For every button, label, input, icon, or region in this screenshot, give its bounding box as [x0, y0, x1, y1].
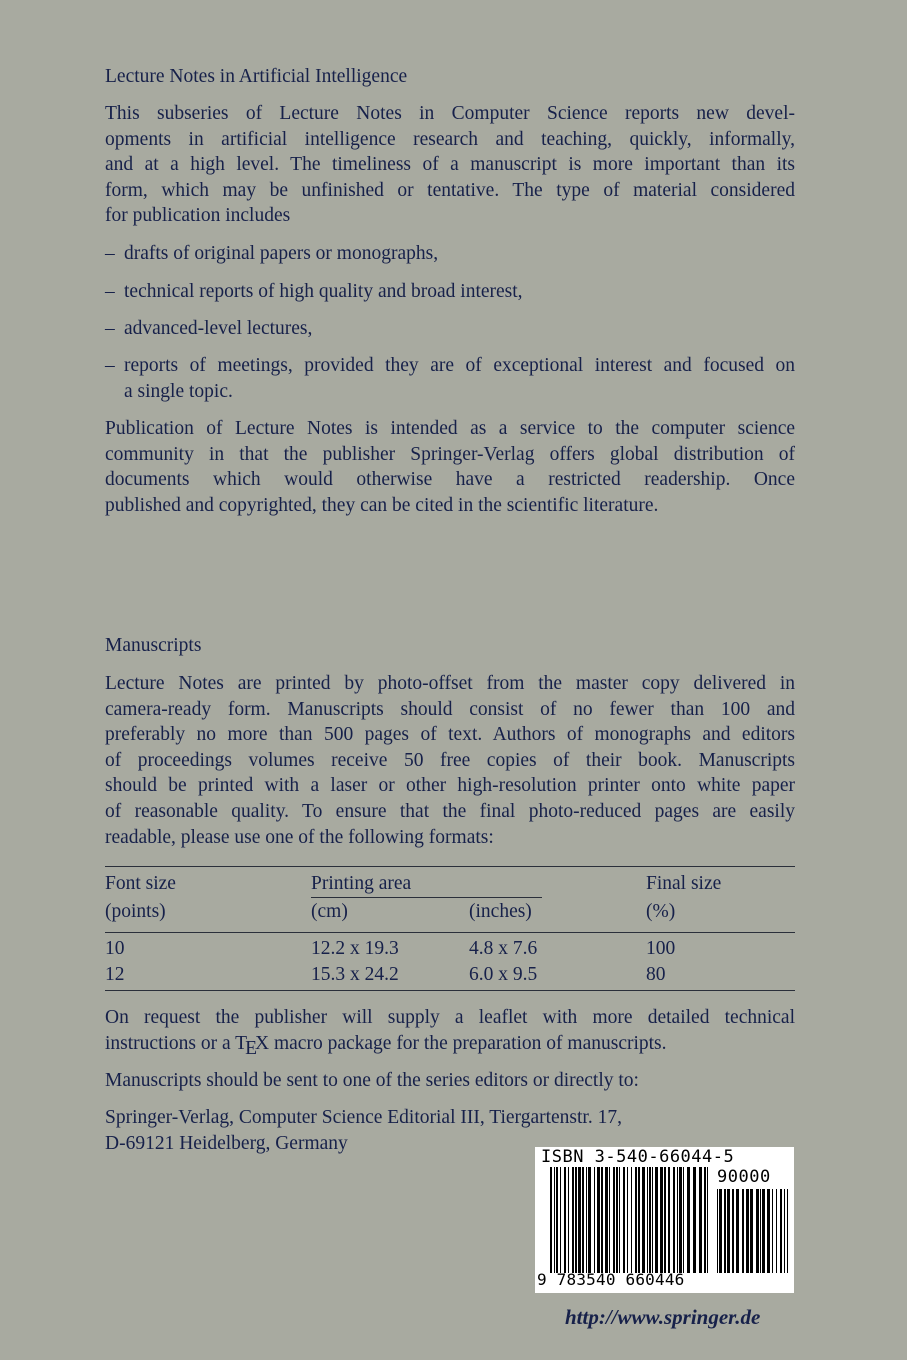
- publisher-url[interactable]: http://www.springer.de: [565, 1305, 761, 1329]
- request-paragraph: [105, 1005, 795, 1059]
- manuscripts-line: preferably no more than 500 pages of text. Authors of monographs and editors: [105, 724, 795, 746]
- publication-paragraph: [105, 416, 795, 518]
- table-row-points: 12: [105, 964, 125, 985]
- publication-line: published and copyrighted, they can be cited in the scientific literature.: [105, 494, 659, 516]
- bullet-text: a single topic.: [124, 380, 233, 402]
- request-line: On request the publisher will supply a leaflet with more detailed technical: [105, 1007, 795, 1028]
- manuscripts-line: camera-ready form. Manuscripts should consist of no fewer than 100 and: [105, 698, 795, 720]
- header-final-size: Final size: [646, 873, 722, 894]
- ean-number: 9 783540 660446: [537, 1270, 685, 1289]
- tex-logo-e: E: [245, 1037, 258, 1059]
- table-row-cm: 15.3 x 24.2: [311, 964, 399, 985]
- manuscripts-line: should be printed with a laser or other high-resolution printer onto white paper: [105, 775, 795, 797]
- intro-line: form, which may be unfinished or tentative. The type of material considered: [105, 179, 795, 201]
- header-font-size: Font size: [105, 873, 176, 894]
- manuscripts-heading: Manuscripts: [105, 635, 202, 656]
- table-row-points: 10: [105, 938, 125, 959]
- bullet-text: reports of meetings, provided they are of exceptional interest and focused on: [124, 355, 795, 376]
- barcode-bars-addon: [717, 1189, 789, 1273]
- address-line: Springer-Verlag, Computer Science Editorial III, Tiergartenstr. 17,: [105, 1107, 622, 1128]
- bullet-dash: –: [105, 243, 115, 264]
- bullet-text: drafts of original papers or monographs,: [124, 243, 439, 264]
- manuscripts-line: Lecture Notes are printed by photo-offset from the master copy delivered in: [105, 673, 795, 694]
- table-row-inches: 4.8 x 7.6: [469, 938, 538, 959]
- bullet-text: advanced-level lectures,: [124, 318, 313, 339]
- publication-line: Publication of Lecture Notes is intended as a service to the computer science: [105, 418, 795, 439]
- table-row-inches: 6.0 x 9.5: [469, 964, 538, 985]
- send-line: Manuscripts should be sent to one of the series editors or directly to:: [105, 1070, 639, 1091]
- intro-line: and at a high level. The timeliness of a manuscript is more important than its: [105, 154, 795, 176]
- header-cm: (cm): [311, 901, 348, 922]
- barcode-bars-main: [550, 1167, 710, 1273]
- bullet-dash: –: [105, 355, 115, 376]
- address-line: D-69121 Heidelberg, Germany: [105, 1133, 348, 1154]
- table-row-final: 100: [646, 938, 676, 959]
- intro-line: This subseries of Lecture Notes in Computer Science reports new devel-: [105, 103, 795, 124]
- series-heading: Lecture Notes in Artificial Intelligence: [105, 66, 408, 87]
- table-row-cm: 12.2 x 19.3: [311, 938, 399, 959]
- printing-area-rule: [311, 897, 542, 898]
- intro-paragraph: [105, 101, 795, 229]
- table-top-rule: [105, 866, 795, 867]
- bullet-dash: –: [105, 281, 115, 302]
- isbn-number: ISBN 3-540-66044-5: [541, 1147, 735, 1167]
- table-bottom-rule: [105, 990, 795, 991]
- intro-line: for publication includes: [105, 205, 291, 227]
- publication-line: community in that the publisher Springer-Verlag offers global distribution of: [105, 443, 795, 465]
- header-printing-area: Printing area: [311, 873, 412, 894]
- price-code: 90000: [717, 1167, 771, 1187]
- publication-line: documents which would otherwise have a restricted readership. Once: [105, 469, 795, 491]
- manuscripts-paragraph: [105, 671, 795, 850]
- manuscripts-line: of proceedings volumes receive 50 free copies of their book. Manuscripts: [105, 749, 795, 771]
- manuscripts-line: of reasonable quality. To ensure that the final photo-reduced pages are easily: [105, 800, 795, 822]
- table-row-final: 80: [646, 964, 666, 985]
- bullet-text: technical reports of high quality and broad interest,: [124, 281, 523, 302]
- manuscripts-line: readable, please use one of the following formats:: [105, 826, 494, 848]
- request-line: instructions or a TEX macro package for the preparation of manuscripts.: [105, 1032, 667, 1059]
- bullet-dash: –: [105, 318, 115, 339]
- table-header-rule: [105, 932, 795, 933]
- intro-line: opments in artificial intelligence research and teaching, quickly, informally,: [105, 128, 795, 150]
- header-points: (points): [105, 901, 166, 922]
- isbn-barcode: [535, 1147, 794, 1293]
- header-percent: (%): [646, 901, 676, 922]
- header-inches: (inches): [469, 901, 532, 922]
